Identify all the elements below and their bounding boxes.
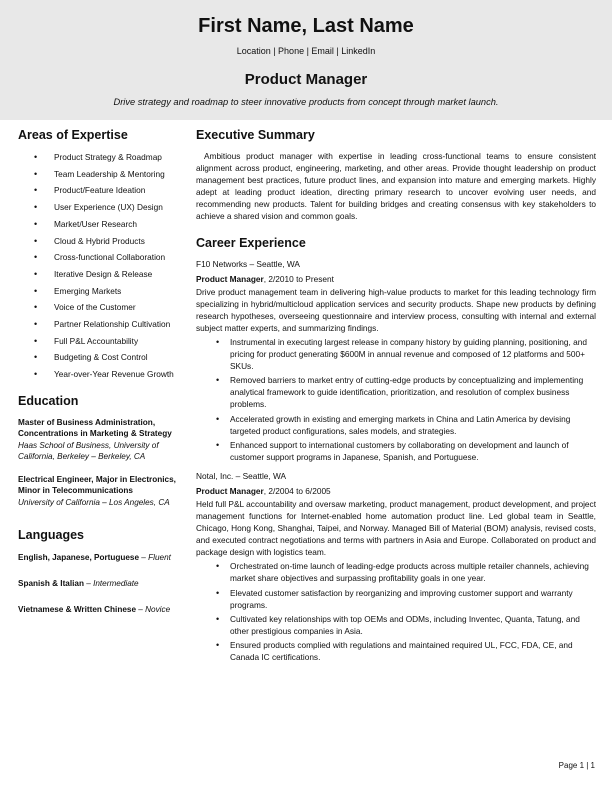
degree: Master of Business Administration, Concentrations in Marketing & Strategy — [18, 417, 172, 439]
career-section — [196, 235, 596, 664]
list-item: • Elevated customer satisfaction by reorganizing and improving customer support and warranty programs. — [196, 587, 596, 611]
role-title: Product Manager — [196, 273, 264, 284]
header-band — [0, 0, 612, 120]
expertise-heading: Areas of Expertise — [18, 128, 128, 142]
list-item: • Product Strategy & Roadmap — [18, 149, 190, 166]
language-names: Spanish & Italian — [18, 579, 84, 589]
role-title: Product Manager — [196, 485, 264, 496]
list-item: • Budgeting & Cost Control — [18, 349, 190, 366]
job-description: Held full P&L accountability and oversaw marketing, product management, product development, and project management functions for Internet-enabled home automation product line. Led global team in Seattle, Chicago, Hong Kong, Shanghai, Taipei, and Norway. Managed Bill of Material (BOM) analysis, revised costs, and executed contract negotiations and terms with partners in Asia and Europe. Collaborated on product and package design with logistics team. — [196, 498, 596, 558]
language-level: Intermediate — [93, 579, 139, 589]
summary-section — [196, 127, 596, 223]
page-number: Page 1 | 1 — [558, 761, 595, 770]
list-item: • Orchestrated on-time launch of leading-edge products across multiple retailer channels, achieving market share objectives and surpassing profitability goals in one year. — [196, 560, 596, 584]
job-entry — [196, 470, 596, 663]
list-item: • Cross-functional Collaboration — [18, 249, 190, 266]
degree: Electrical Engineer, Major in Electronics, Minor in Telecommunications — [18, 474, 176, 496]
expertise-section — [18, 127, 190, 383]
list-item: • Instrumental in executing largest release in company history by guiding planning, positioning, and pricing for product generating $600M in annual revenue and composed of 12 platforms and 500+ SKUs. — [196, 336, 596, 372]
language-separator: – — [139, 553, 149, 563]
list-item: • Partner Relationship Cultivation — [18, 316, 190, 333]
job-description: Drive product management team in delivering high-value products to market for this leading technology firm specializing in hybrid/multicloud application services and security products. Shape new products by defining research hypotheses, overseeing questionnaire and interview process, consulting with internal and external subject matter experts, and summarizing findings. — [196, 286, 596, 333]
language-entry — [18, 604, 190, 615]
role-dates: , 2/2004 to 6/2005 — [263, 485, 331, 496]
contact-line: Location | Phone | Email | LinkedIn — [236, 46, 376, 56]
list-item: • Enhanced support to international customers by collaborating on development and launch of customer support programs in Japanese, Spanish, and Portuguese. — [196, 439, 596, 463]
language-level: Novice — [145, 605, 171, 615]
list-item: • Accelerated growth in existing and emerging markets in China and Latin America by devising targeted product configurations, sales models, and strategies. — [196, 413, 596, 437]
role-line — [196, 485, 596, 497]
language-names: Vietnamese & Written Chinese — [18, 605, 136, 615]
list-item: • Cultivated key relationships with top OEMs and ODMs, including Inventec, Quanta, Tatung, and other prestigious companies in Asia. — [196, 613, 596, 637]
company: F10 Networks – Seattle, WA — [196, 258, 300, 269]
expertise-list — [18, 149, 190, 383]
education-heading: Education — [18, 393, 79, 408]
languages-section — [18, 527, 190, 615]
list-item: • Market/User Research — [18, 216, 190, 233]
list-item: • User Experience (UX) Design — [18, 199, 190, 216]
language-level: Fluent — [148, 553, 171, 563]
list-item: • Emerging Markets — [18, 283, 190, 300]
list-item: • Cloud & Hybrid Products — [18, 233, 190, 250]
list-item: • Full P&L Accountability — [18, 333, 190, 350]
school: Haas School of Business, University of California, Berkeley – Berkeley, CA — [18, 440, 159, 462]
list-item: • Iterative Design & Release — [18, 266, 190, 283]
list-item: • Removed barriers to market entry of cutting-edge products by conceptualizing and implementing analytical framework to guide identification, prioritization, and resolution of complex business problems. — [196, 374, 596, 410]
language-entry — [18, 578, 190, 589]
language-entry — [18, 552, 190, 563]
language-names: English, Japanese, Portuguese — [18, 553, 140, 563]
job-title: Product Manager — [244, 71, 368, 88]
list-item: • Ensured products complied with regulations and maintained required UL, FCC, FDA, CE, and Canada IC certifications. — [196, 639, 596, 663]
career-heading: Career Experience — [196, 235, 306, 250]
left-column — [18, 127, 190, 615]
language-separator: – — [136, 605, 146, 615]
language-separator: – — [83, 579, 94, 589]
tagline: Drive strategy and roadmap to steer innovative products from concept through market launch. — [113, 97, 499, 107]
achievement-list — [196, 336, 596, 463]
education-entry — [18, 417, 190, 463]
role-dates: , 2/2010 to Present — [263, 273, 334, 284]
right-column — [196, 127, 596, 665]
candidate-name: First Name, Last Name — [198, 15, 414, 37]
summary-text: Ambitious product manager with expertise in leading cross-functional teams to ensure consistent alignment across product, engineering, marketing, and other areas. Provide thought leadership on product management best practices, future product lines, and expansion into mature and emerging markets. Highly adept at leading product ideation, directing primary research to uncover evolving user needs, and recommending new products. Talent for building bridges and creating consensus with key stakeholders to achieve a shared vision and common goals. — [196, 151, 596, 222]
job-entry — [196, 258, 596, 463]
education-section — [18, 393, 190, 509]
role-line — [196, 273, 596, 285]
list-item: • Team Leadership & Mentoring — [18, 166, 190, 183]
summary-heading: Executive Summary — [196, 128, 315, 142]
list-item: • Year-over-Year Revenue Growth — [18, 366, 190, 383]
list-item: • Voice of the Customer — [18, 299, 190, 316]
list-item: • Product/Feature Ideation — [18, 182, 190, 199]
school: University of California – Los Angeles, CA — [18, 497, 170, 507]
company: Notal, Inc. – Seattle, WA — [196, 470, 287, 481]
languages-heading: Languages — [18, 528, 84, 543]
achievement-list — [196, 560, 596, 663]
education-entry — [18, 474, 190, 509]
